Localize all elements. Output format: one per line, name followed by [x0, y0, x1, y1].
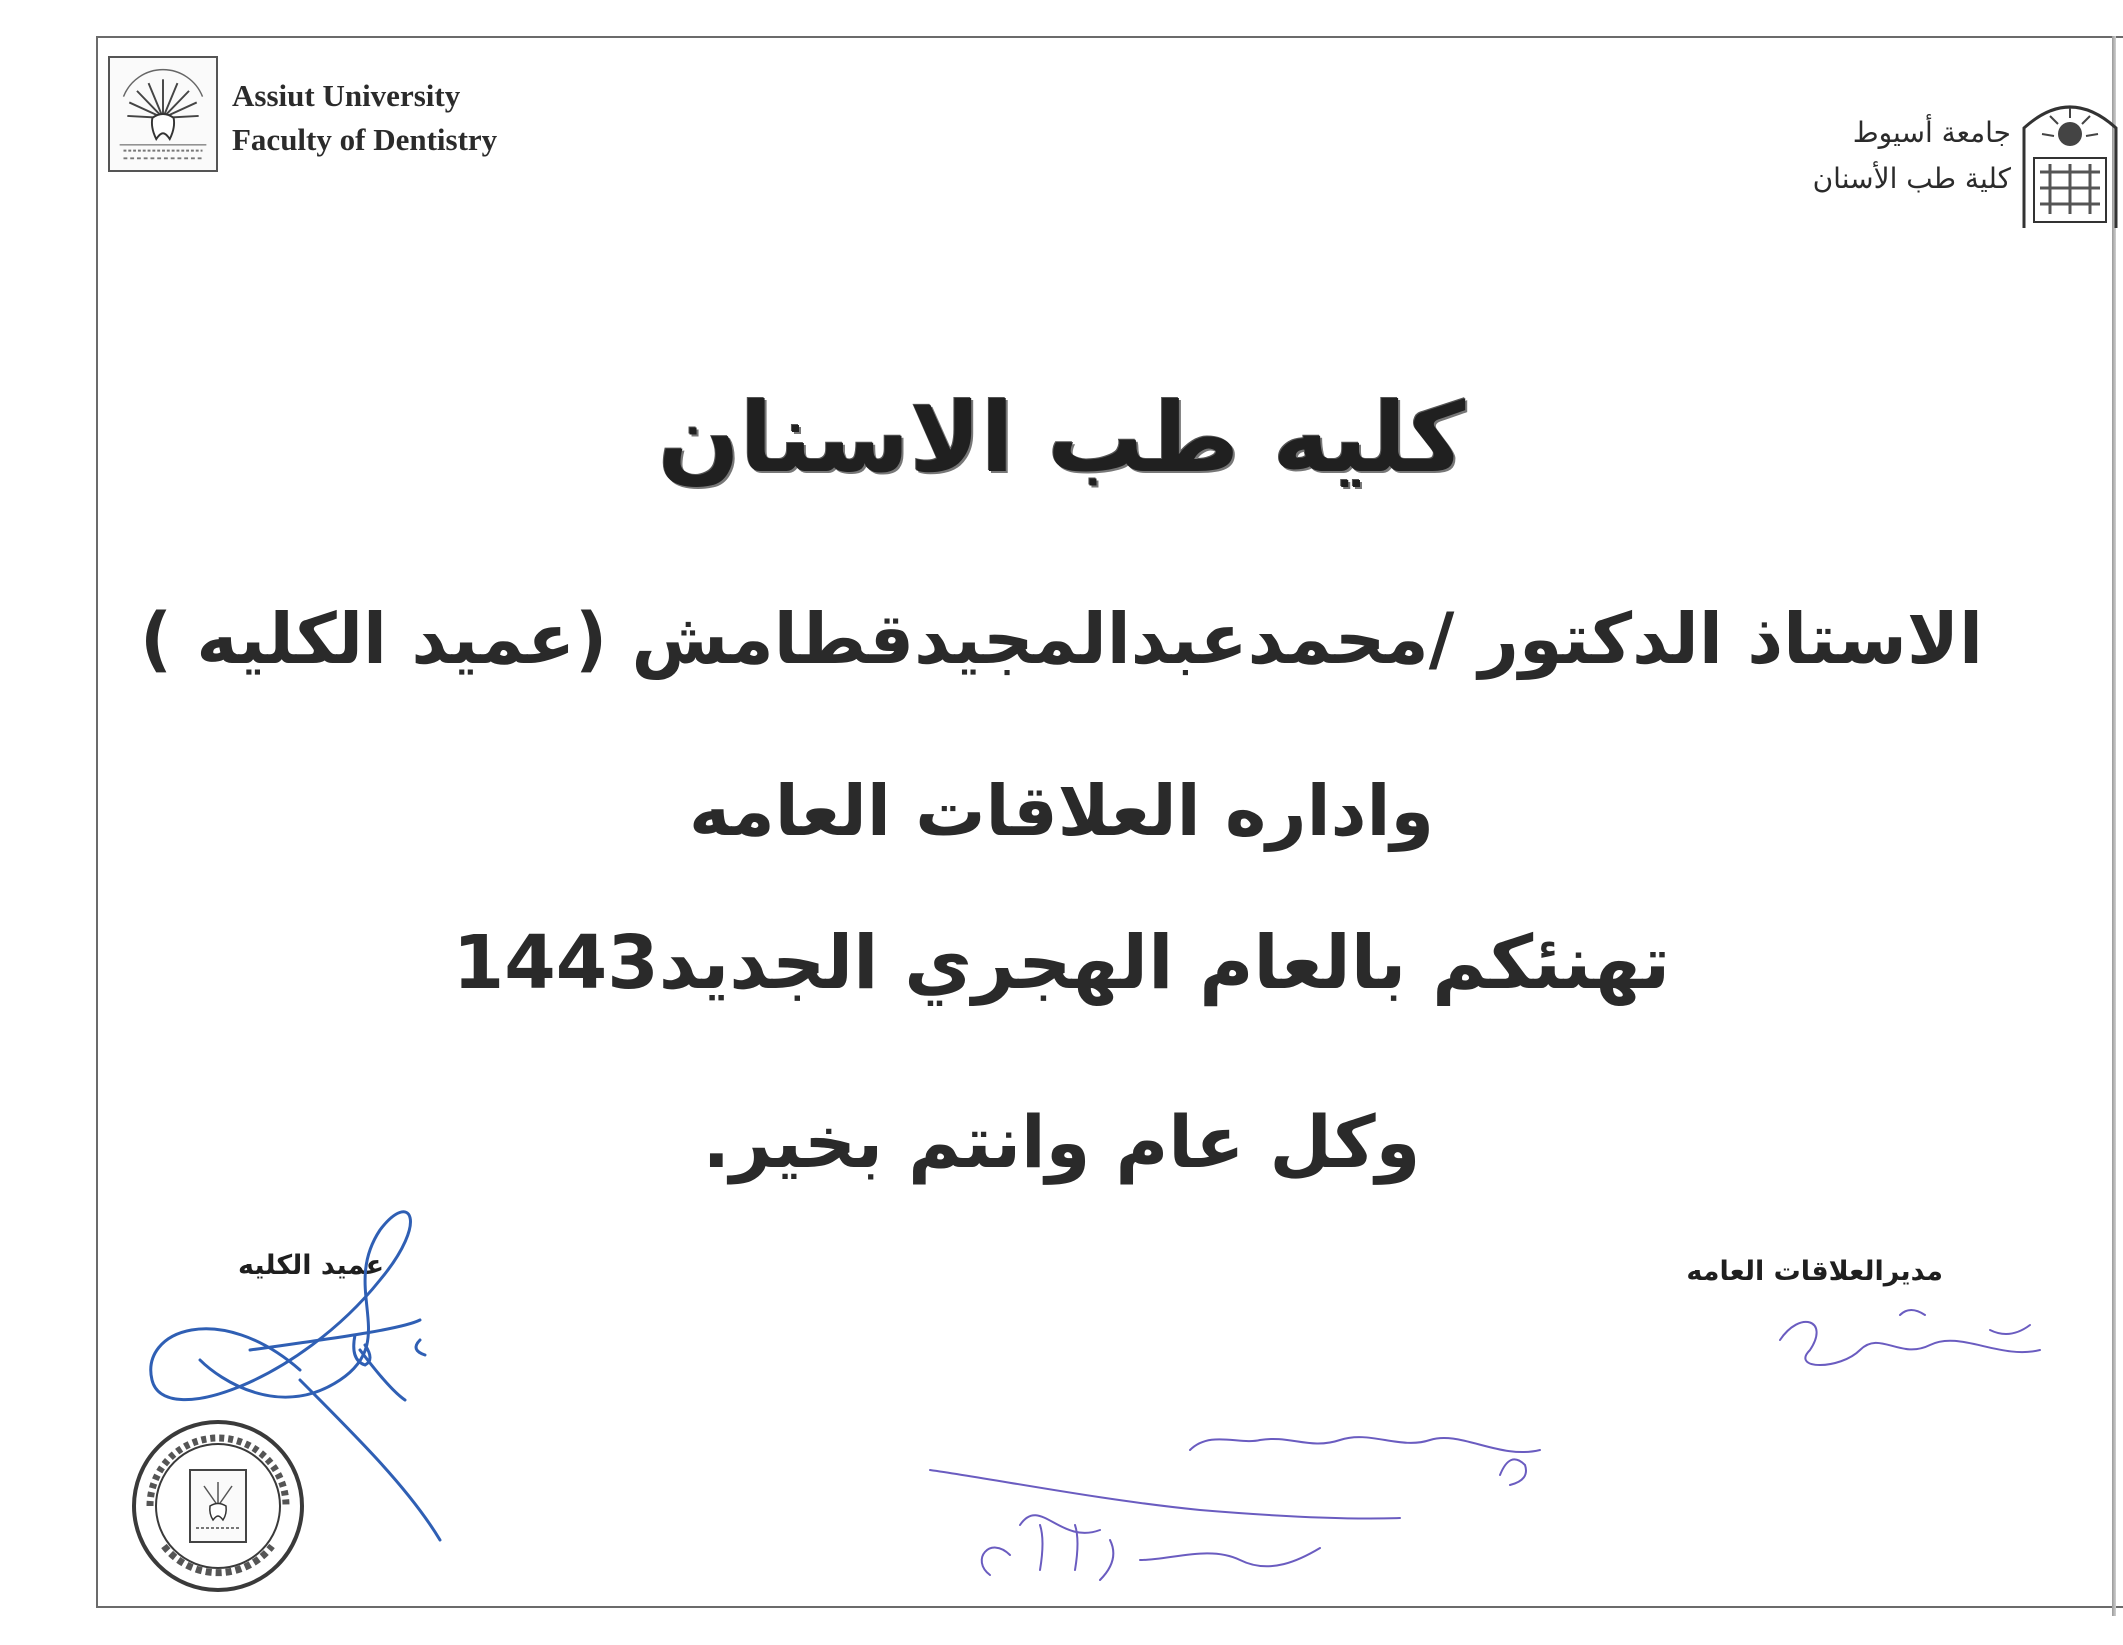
pr-manager-signature-label: مديرالعلاقات العامه — [1686, 1256, 1943, 1287]
pr-manager-signature — [1780, 1310, 2040, 1365]
official-seal — [130, 1418, 306, 1594]
university-name-ar: جامعة أسيوط — [1852, 116, 2011, 149]
university-name-en: Assiut University — [232, 78, 461, 113]
handwritten-note — [930, 1437, 1540, 1580]
faculty-name-ar: كلية طب الأسنان — [1812, 162, 2011, 195]
faculty-title: كليه طب الاسنان — [657, 382, 1466, 494]
wishes-line: وكل عام وانتم بخير. — [702, 1100, 1421, 1184]
greeting-line: تهنئكم بالعام الهجري الجديد1443 — [452, 920, 1671, 1006]
public-relations-line: واداره العلاقات العامه — [688, 770, 1435, 852]
dean-signature-label: عميد الكليه — [238, 1250, 385, 1281]
faculty-name-en: Faculty of Dentistry — [232, 122, 498, 157]
dean-line: الاستاذ الدكتور /محمدعبدالمجيدقطامش (عميد الكليه ) — [140, 598, 1983, 680]
